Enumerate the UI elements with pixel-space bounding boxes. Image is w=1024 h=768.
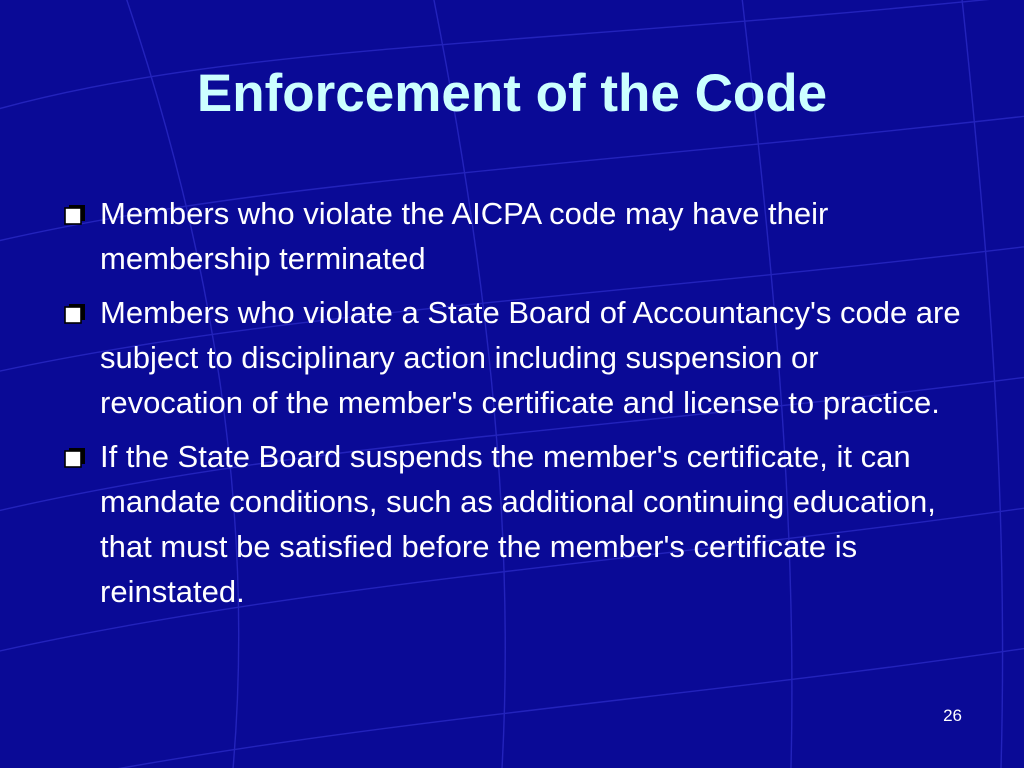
bullet-list bbox=[62, 191, 962, 623]
bullet-item bbox=[62, 191, 962, 281]
bullet-item bbox=[62, 290, 962, 425]
bullet-text: If the State Board suspends the member's certificate, it can mandate conditions, such as additional continuing education, that must be satisfied before the member's certificate is reinstated. bbox=[100, 439, 936, 609]
hollow-square-bullet-icon bbox=[64, 303, 88, 325]
slide-title: Enforcement of the Code bbox=[196, 64, 828, 123]
bullet-item bbox=[62, 434, 962, 614]
hollow-square-bullet-icon bbox=[64, 204, 88, 226]
bullet-text: Members who violate the AICPA code may have their membership terminated bbox=[100, 196, 829, 276]
page-number: 26 bbox=[943, 706, 962, 725]
bullet-text: Members who violate a State Board of Accountancy's code are subject to disciplinary action including suspension or revocation of the member's certificate and license to practice. bbox=[100, 295, 961, 420]
hollow-square-bullet-icon bbox=[64, 447, 88, 469]
